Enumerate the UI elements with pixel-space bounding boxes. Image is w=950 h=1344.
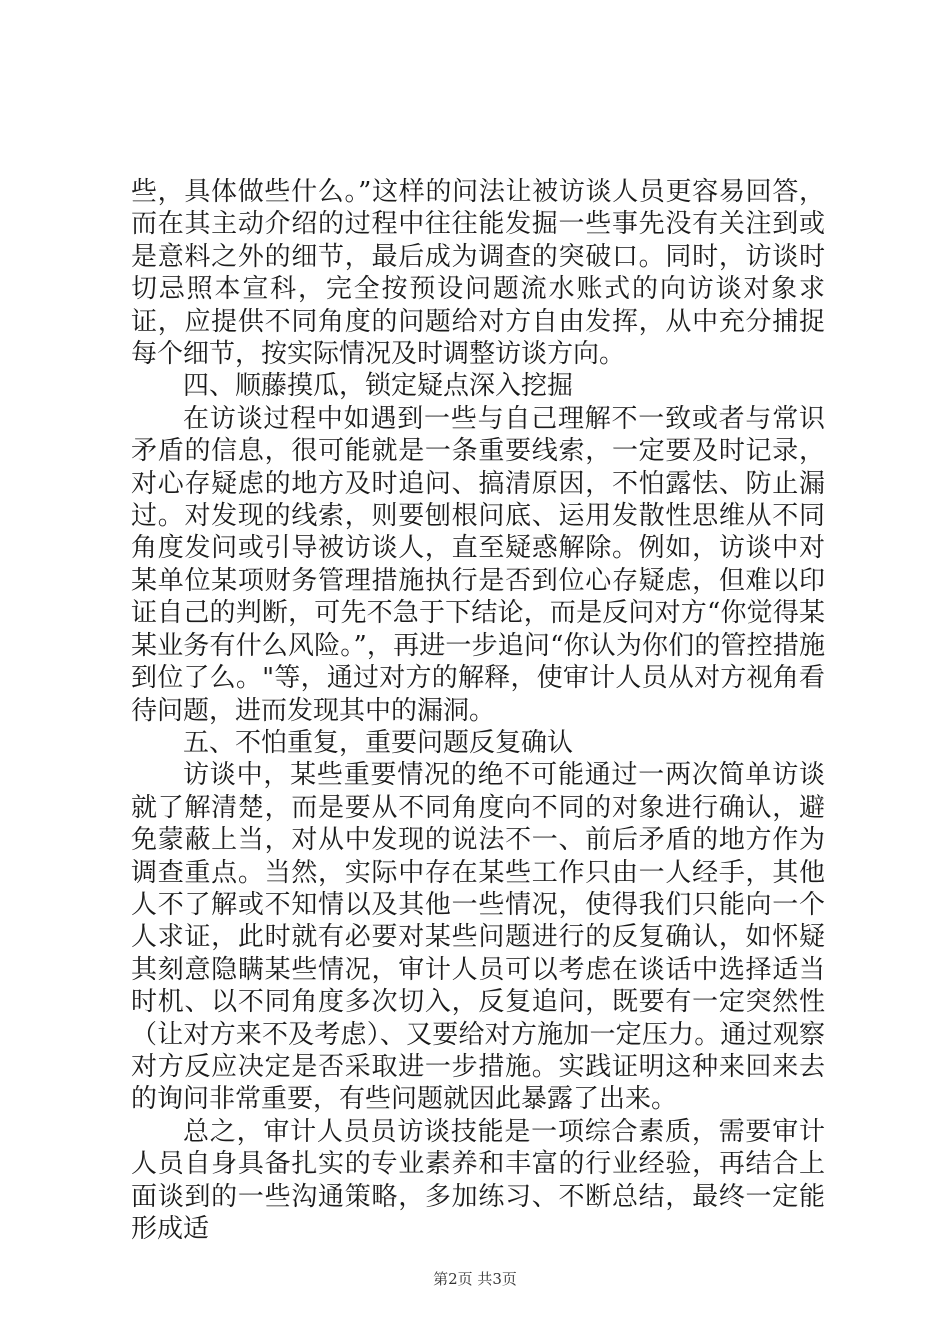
paragraph-section-4: 在访谈过程中如遇到一些与自己理解不一致或者与常识矛盾的信息，很可能就是一条重要线索，一定要及时记录，对心存疑虑的地方及时追问、搞清原因，不怕露怯、防止漏过。对发现的线索，则要刨根问底、运用发散性思维从不同角度发问或引导被访谈人，直至疑惑解除。例如，访谈中对某单位某项财务管理措施执行是否到位心存疑虑，但难以印证自己的判断，可先不急于下结论，而是反问对方“你觉得某某业务有什么风险。”，再进一步追问“你认为你们的管控措施到位了么。"等，通过对方的解释，使审计人员从对方视角看待问题，进而发现其中的漏洞。: [131, 403, 825, 726]
paragraph-conclusion: 总之，审计人员员访谈技能是一项综合素质，需要审计人员自身具备扎实的专业素养和丰富的行业经验，再结合上面谈到的一些沟通策略，多加练习、不断总结，最终一定能形成适: [131, 1116, 825, 1244]
section-heading-4: 四、顺藤摸瓜，锁定疑点深入挖掘: [183, 371, 574, 402]
page-number-footer: 第2页 共3页: [433, 1270, 517, 1288]
section-heading-5: 五、不怕重复，重要问题反复确认: [183, 727, 574, 758]
paragraph-continuation: 些，具体做些什么。”这样的问法让被访谈人员更容易回答，而在其主动介绍的过程中往往能发掘一些事先没有关注到或是意料之外的细节，最后成为调查的突破口。同时，访谈时切忌照本宣科，完全按预设问题流水账式的向访谈对象求证，应提供不同角度的问题给对方自由发挥，从中充分捕捉每个细节，按实际情况及时调整访谈方向。: [131, 177, 825, 370]
paragraph-section-5: 访谈中，某些重要情况的绝不可能通过一两次简单访谈就了解清楚，而是要从不同角度向不同的对象进行确认，避免蒙蔽上当，对从中发现的说法不一、前后矛盾的地方作为调查重点。当然，实际中存在某些工作只由一人经手，其他人不了解或不知情以及其他一些情况，使得我们只能向一个人求证，此时就有必要对某些问题进行的反复确认，如怀疑其刻意隐瞒某些情况，审计人员可以考虑在谈话中选择适当时机、以不同角度多次切入，反复追问，既要有一定突然性（让对方来不及考虑）、又要给对方施加一定压力。通过观察对方反应决定是否采取进一步措施。实践证明这种来回来去的询问非常重要，有些问题就因此暴露了出来。: [131, 760, 825, 1115]
document-body: [131, 176, 825, 1245]
